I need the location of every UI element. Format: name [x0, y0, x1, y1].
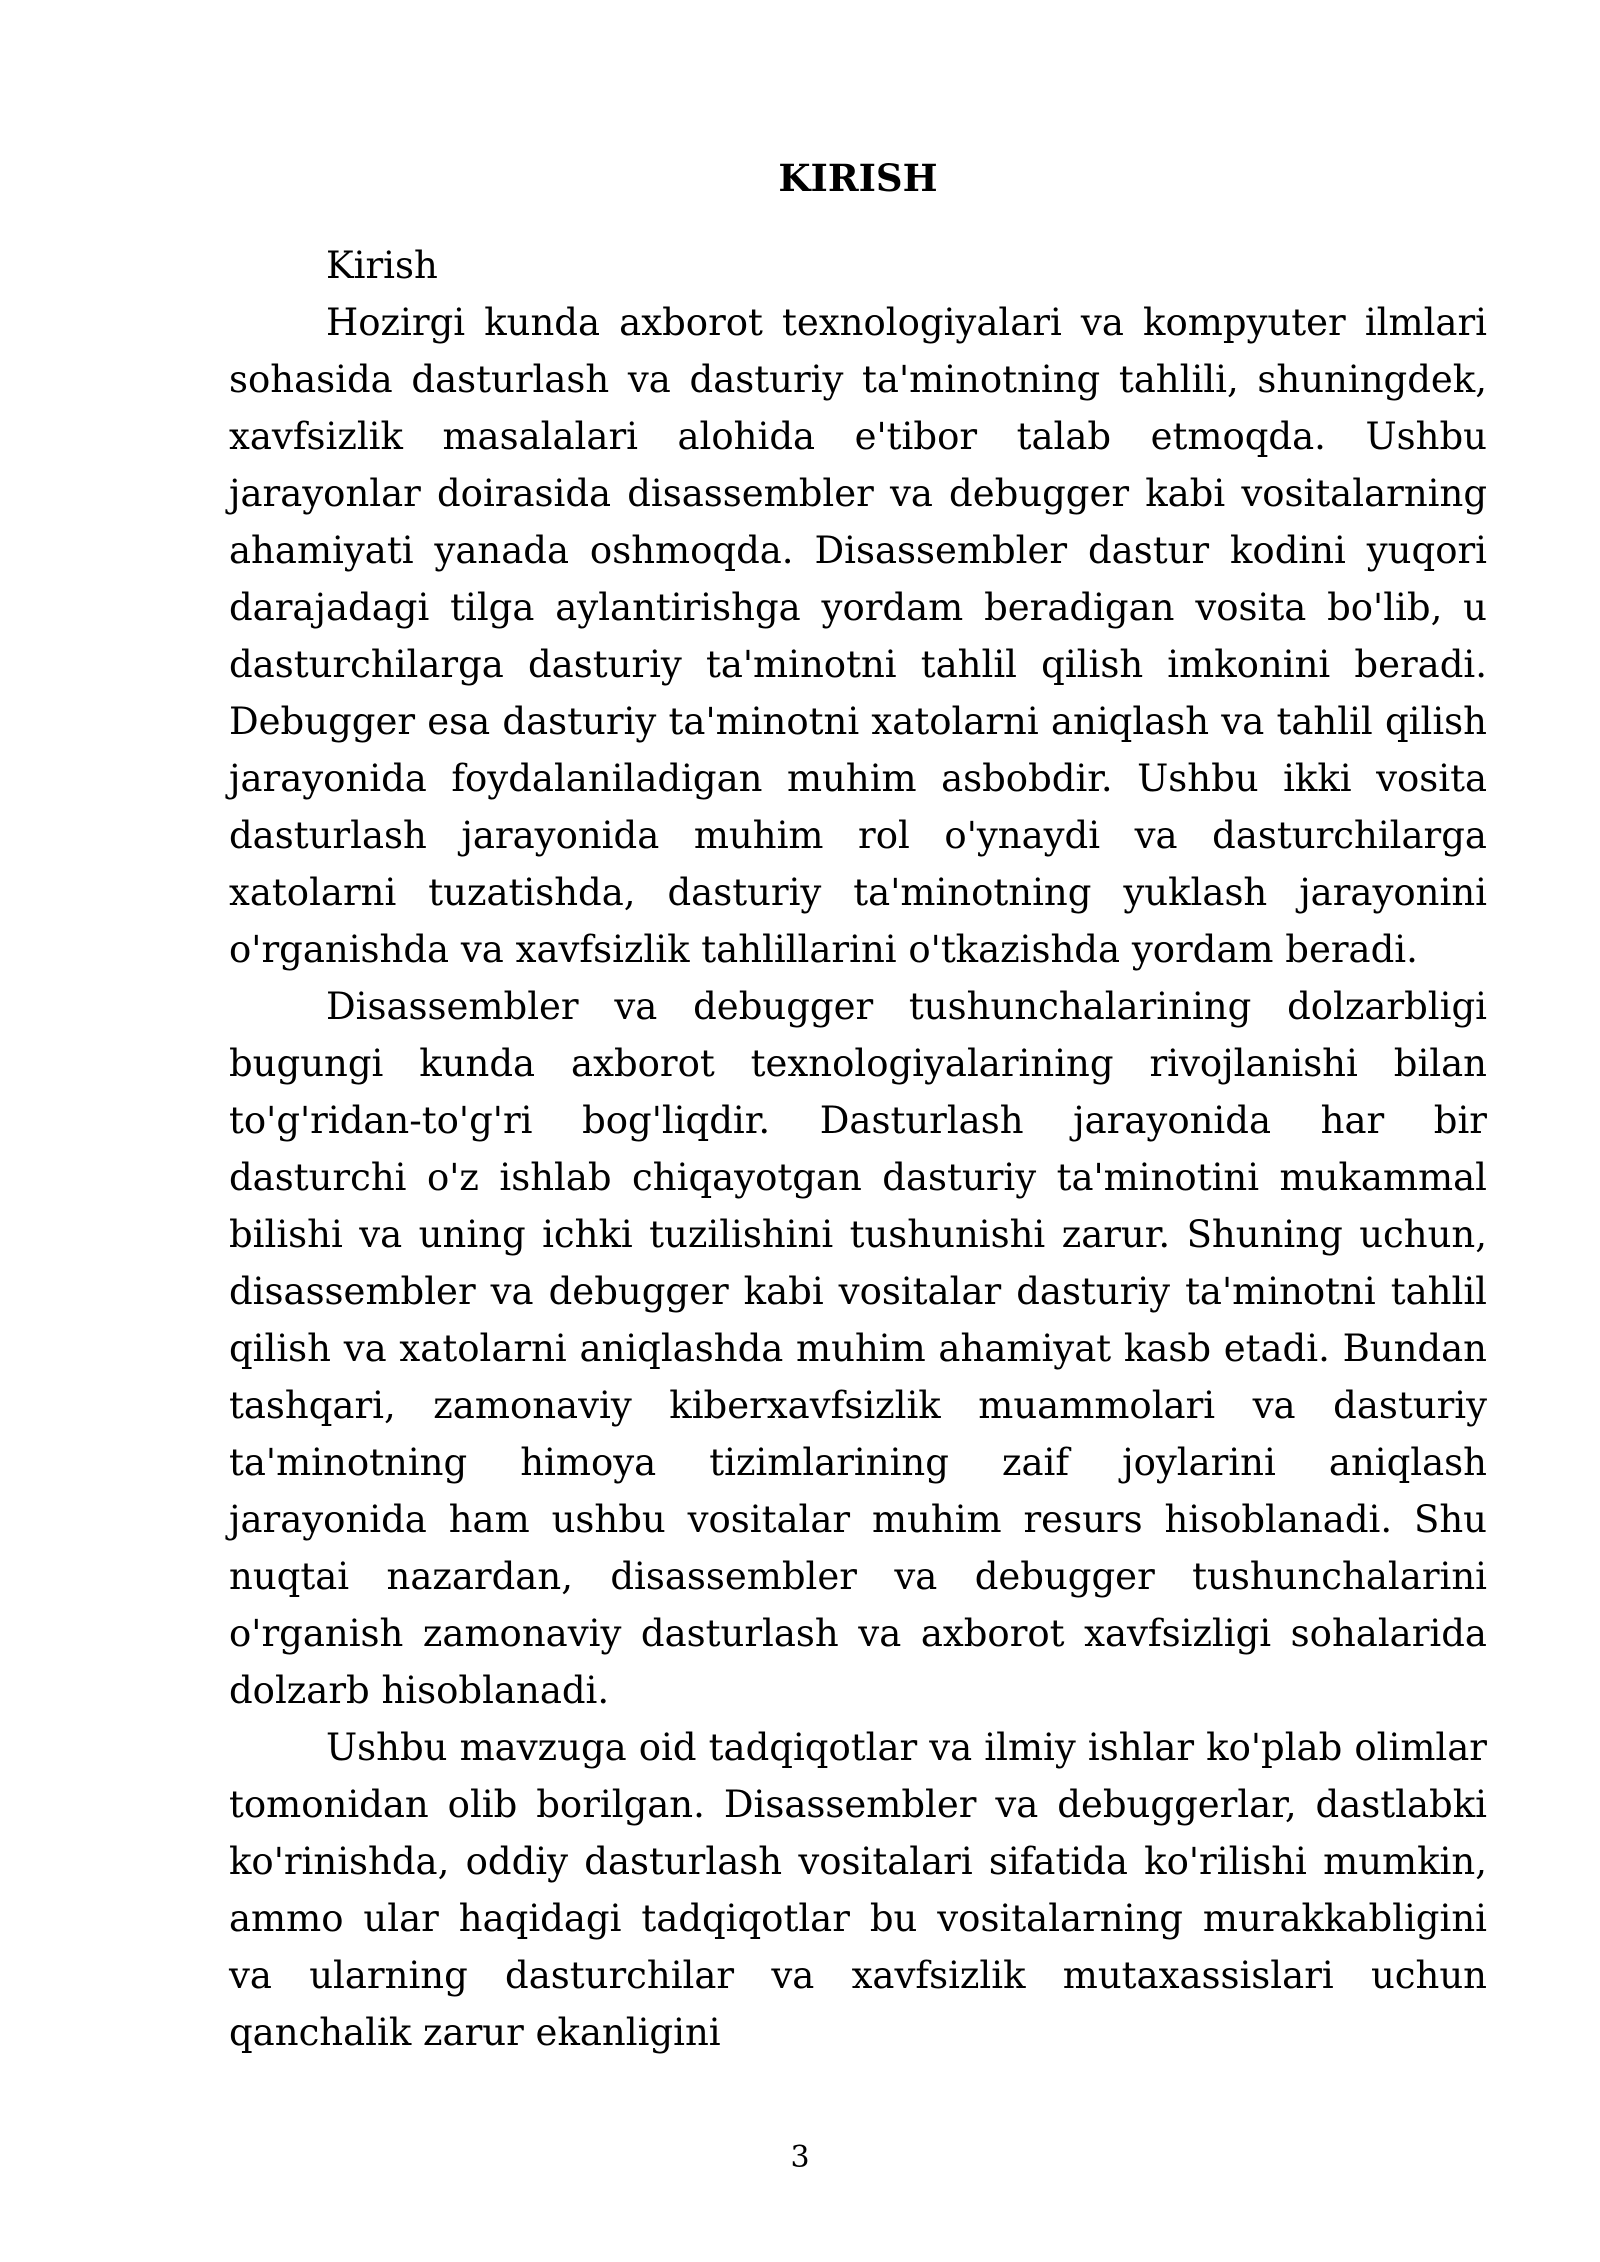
- page-number: 3: [790, 2140, 810, 2175]
- paragraph: Ushbu mavzuga oid tadqiqotlar va ilmiy ishlar ko'plab olimlar tomonidan olib borilgan. Disassembler va debuggerlar, dastlabki ko'rinishda, oddiy dasturlash vositalari sifatida ko'rilishi mumkin, ammo ular haqidagi tadqiqotlar bu vositalarning murakkabligini va ularning dasturchilar va xavfsizlik mutaxassislari uchun qanchalik zarur ekanligini: [229, 1726, 1487, 2054]
- page-content: [229, 150, 1487, 2061]
- paragraph-subheading: Kirish: [326, 244, 438, 287]
- paragraph: Disassembler va debugger tushunchalarining dolzarbligi bugungi kunda axborot texnologiyalarining rivojlanishi bilan to'g'ridan-to'g'ri bog'liqdir. Dasturlash jarayonida har bir dasturchi o'z ishlab chiqayotgan dasturiy ta'minotini mukammal bilishi va uning ichki tuzilishini tushunishi zarur. Shuning uchun, disassembler va debugger kabi vositalar dasturiy ta'minotni tahlil qilish va xatolarni aniqlashda muhim ahamiyat kasb etadi. Bundan tashqari, zamonaviy kiberxavfsizlik muammolari va dasturiy ta'minotning himoya tizimlarining zaif joylarini aniqlash jarayonida ham ushbu vositalar muhim resurs hisoblanadi. Shu nuqtai nazardan, disassembler va debugger tushunchalarini o'rganish zamonaviy dasturlash va axborot xavfsizligi sohalarida dolzarb hisoblanadi.: [229, 985, 1487, 1712]
- section-heading: KIRISH: [778, 156, 938, 200]
- paragraph: Hozirgi kunda axborot texnologiyalari va kompyuter ilmlari sohasida dasturlash va dasturiy ta'minotning tahlili, shuningdek, xavfsizlik masalalari alohida e'tibor talab etmoqda. Ushbu jarayonlar doirasida disassembler va debugger kabi vositalarning ahamiyati yanada oshmoqda. Disassembler dastur kodini yuqori darajadagi tilga aylantirishga yordam beradigan vosita bo'lib, u dasturchilarga dasturiy ta'minotni tahlil qilish imkonini beradi. Debugger esa dasturiy ta'minotni xatolarni aniqlash va tahlil qilish jarayonida foydalaniladigan muhim asbobdir. Ushbu ikki vosita dasturlash jarayonida muhim rol o'ynaydi va dasturchilarga xatolarni tuzatishda, dasturiy ta'minotning yuklash jarayonini o'rganishda va xavfsizlik tahlillarini o'tkazishda yordam beradi.: [229, 301, 1487, 971]
